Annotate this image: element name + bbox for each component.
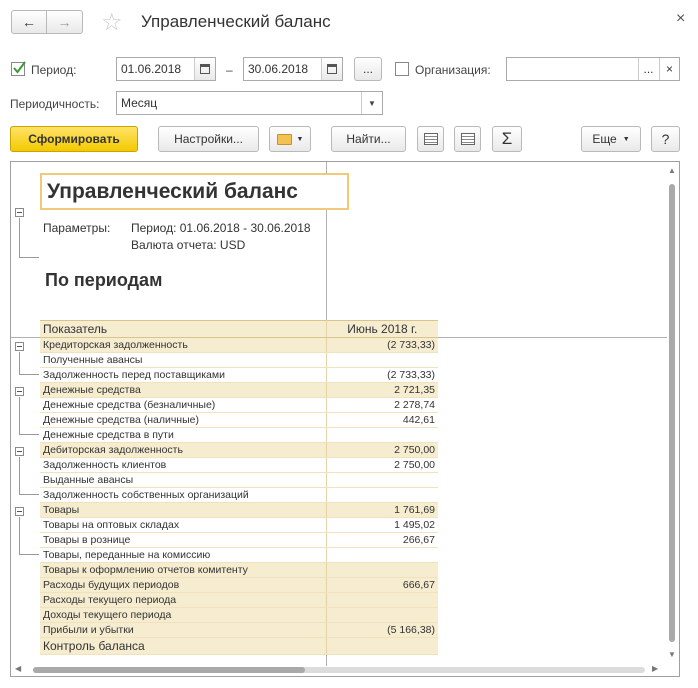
row-label: Прибыли и убытки xyxy=(40,623,326,638)
table-row xyxy=(40,443,438,458)
row-label: Денежные средства (наличные) xyxy=(40,413,326,428)
generate-label: Сформировать xyxy=(28,132,120,146)
table-row xyxy=(40,338,438,353)
horizontal-scrollbar-thumb[interactable] xyxy=(33,667,305,673)
date-to-calendar-button[interactable] xyxy=(321,58,342,80)
row-value: 266,67 xyxy=(326,533,438,548)
row-label: Товары в рознице xyxy=(40,533,326,548)
report-table xyxy=(40,320,438,655)
generate-button[interactable] xyxy=(10,126,138,152)
row-value: 2 721,35 xyxy=(326,383,438,398)
find-label: Найти... xyxy=(346,132,391,146)
tree-line xyxy=(19,434,39,435)
table-row xyxy=(40,563,438,578)
param-currency: Валюта отчета: USD xyxy=(131,238,246,252)
tree-line xyxy=(19,397,20,434)
table-row xyxy=(40,488,438,503)
row-label: Товары, переданные на комиссию xyxy=(40,548,326,563)
more-label: Еще xyxy=(592,132,617,146)
row-label: Расходы текущего периода xyxy=(40,593,326,608)
collapse-report-icon[interactable] xyxy=(15,208,24,217)
ellipsis-label: ... xyxy=(362,62,373,76)
scroll-up-arrow[interactable]: ▲ xyxy=(668,166,676,175)
date-to-value: 30.06.2018 xyxy=(248,62,309,76)
table-row xyxy=(40,353,438,368)
back-button[interactable] xyxy=(11,10,47,34)
row-label: Товары к оформлению отчетов комитенту xyxy=(40,563,326,578)
row-value: 2 750,00 xyxy=(326,458,438,473)
table-row xyxy=(40,578,438,593)
date-from-calendar-button[interactable] xyxy=(194,58,215,80)
folder-icon xyxy=(277,134,292,145)
vertical-scrollbar-thumb[interactable] xyxy=(669,184,675,642)
periodicity-label: Периодичность: xyxy=(10,97,100,111)
row-label: Денежные средства в пути xyxy=(40,428,326,443)
footer-label: Контроль баланса xyxy=(40,638,326,655)
table-row xyxy=(40,383,438,398)
collapse-groups-button[interactable] xyxy=(417,126,444,152)
tree-line xyxy=(19,494,39,495)
row-value xyxy=(326,593,438,608)
row-value xyxy=(326,563,438,578)
variants-menu-button[interactable] xyxy=(269,126,311,152)
row-label: Расходы будущих периодов xyxy=(40,578,326,593)
params-label: Параметры: xyxy=(43,221,111,235)
row-label: Задолженность клиентов xyxy=(40,458,326,473)
row-value: 2 278,74 xyxy=(326,398,438,413)
footer-value xyxy=(326,638,438,655)
col-period-header: Июнь 2018 г. xyxy=(326,321,438,338)
table-row xyxy=(40,368,438,383)
collapse-group-icon[interactable] xyxy=(15,447,24,456)
collapse-group-icon[interactable] xyxy=(15,507,24,516)
row-label: Денежные средства xyxy=(40,383,326,398)
row-value xyxy=(326,608,438,623)
chevron-down-icon: ▼ xyxy=(296,135,304,143)
help-label: ? xyxy=(661,131,670,147)
scroll-down-arrow[interactable]: ▼ xyxy=(668,650,676,659)
report-title: Управленческий баланс xyxy=(40,173,349,210)
tree-line xyxy=(19,554,39,555)
favorite-star-icon[interactable]: ☆ xyxy=(101,9,123,36)
report-spreadsheet[interactable] xyxy=(10,161,680,677)
table-row xyxy=(40,608,438,623)
row-value: 2 750,00 xyxy=(326,443,438,458)
table-row xyxy=(40,503,438,518)
periodicity-value: Месяц xyxy=(121,96,158,110)
chevron-down-icon: ▼ xyxy=(368,98,376,108)
row-value: (2 733,33) xyxy=(326,368,438,383)
date-from-value: 01.06.2018 xyxy=(121,62,182,76)
find-button[interactable] xyxy=(331,126,406,152)
table-row xyxy=(40,533,438,548)
scroll-left-arrow[interactable]: ◀ xyxy=(15,664,22,673)
close-icon[interactable]: × xyxy=(676,10,686,27)
tree-line xyxy=(19,352,20,374)
row-label: Товары на оптовых складах xyxy=(40,518,326,533)
section-title: По периодам xyxy=(45,270,163,290)
chevron-down-icon: ▼ xyxy=(622,135,630,143)
row-label: Задолженность перед поставщиками xyxy=(40,368,326,383)
periodicity-dropdown-button[interactable] xyxy=(361,92,382,114)
scroll-right-arrow[interactable]: ▶ xyxy=(652,664,659,673)
row-label: Дебиторская задолженность xyxy=(40,443,326,458)
organization-label: Организация: xyxy=(415,63,491,77)
table-row xyxy=(40,518,438,533)
expand-groups-icon xyxy=(461,133,475,145)
table-row xyxy=(40,428,438,443)
period-label: Период: xyxy=(31,63,77,77)
period-checkbox[interactable] xyxy=(11,62,25,76)
settings-button[interactable] xyxy=(158,126,259,152)
tree-line xyxy=(19,257,39,258)
table-header-row xyxy=(40,321,438,338)
tree-line xyxy=(19,517,20,554)
periodicity-select[interactable] xyxy=(116,91,383,115)
table-row xyxy=(40,548,438,563)
period-select-button[interactable] xyxy=(354,57,382,81)
row-value xyxy=(326,548,438,563)
sum-button[interactable] xyxy=(492,126,522,152)
collapse-group-icon[interactable] xyxy=(15,387,24,396)
row-label: Товары xyxy=(40,503,326,518)
table-row xyxy=(40,623,438,638)
row-label: Денежные средства (безналичные) xyxy=(40,398,326,413)
collapse-group-icon[interactable] xyxy=(15,342,24,351)
more-button[interactable] xyxy=(581,126,641,152)
row-value xyxy=(326,428,438,443)
arrow-left-icon: ← xyxy=(22,14,36,30)
ellipsis-label: ... xyxy=(643,62,654,76)
row-value xyxy=(326,353,438,368)
arrow-right-icon: → xyxy=(57,14,72,30)
settings-label: Настройки... xyxy=(174,132,243,146)
table-row xyxy=(40,458,438,473)
forward-button[interactable] xyxy=(46,10,83,34)
row-label: Кредиторская задолженность xyxy=(40,338,326,353)
row-label: Полученные авансы xyxy=(40,353,326,368)
row-label: Выданные авансы xyxy=(40,473,326,488)
row-label: Доходы текущего периода xyxy=(40,608,326,623)
col-indicator-header: Показатель xyxy=(40,321,326,338)
organization-clear-button[interactable] xyxy=(659,58,679,80)
table-row xyxy=(40,473,438,488)
table-footer-row xyxy=(40,638,438,655)
calendar-icon xyxy=(327,64,337,74)
organization-checkbox[interactable] xyxy=(395,62,409,76)
row-value: 442,61 xyxy=(326,413,438,428)
row-label: Задолженность собственных организаций xyxy=(40,488,326,503)
row-value: (2 733,33) xyxy=(326,338,438,353)
table-row xyxy=(40,593,438,608)
table-row xyxy=(40,398,438,413)
help-button[interactable] xyxy=(651,126,680,152)
sum-icon: Σ xyxy=(501,129,513,148)
collapse-groups-icon xyxy=(424,133,438,145)
row-value: 666,67 xyxy=(326,578,438,593)
row-value: (5 166,38) xyxy=(326,623,438,638)
window-title: Управленческий баланс xyxy=(141,12,331,31)
date-range-dash: – xyxy=(226,63,233,77)
expand-groups-button[interactable] xyxy=(454,126,481,152)
row-value xyxy=(326,488,438,503)
param-period: Период: 01.06.2018 - 30.06.2018 xyxy=(131,221,311,235)
row-value xyxy=(326,473,438,488)
checkmark-icon xyxy=(12,61,26,75)
tree-line xyxy=(19,218,20,257)
row-value: 1 495,02 xyxy=(326,518,438,533)
tree-line xyxy=(19,457,20,494)
row-value: 1 761,69 xyxy=(326,503,438,518)
tree-line xyxy=(19,374,39,375)
organization-select-button[interactable] xyxy=(638,58,658,80)
table-row xyxy=(40,413,438,428)
calendar-icon xyxy=(200,64,210,74)
clear-icon: × xyxy=(665,62,673,76)
